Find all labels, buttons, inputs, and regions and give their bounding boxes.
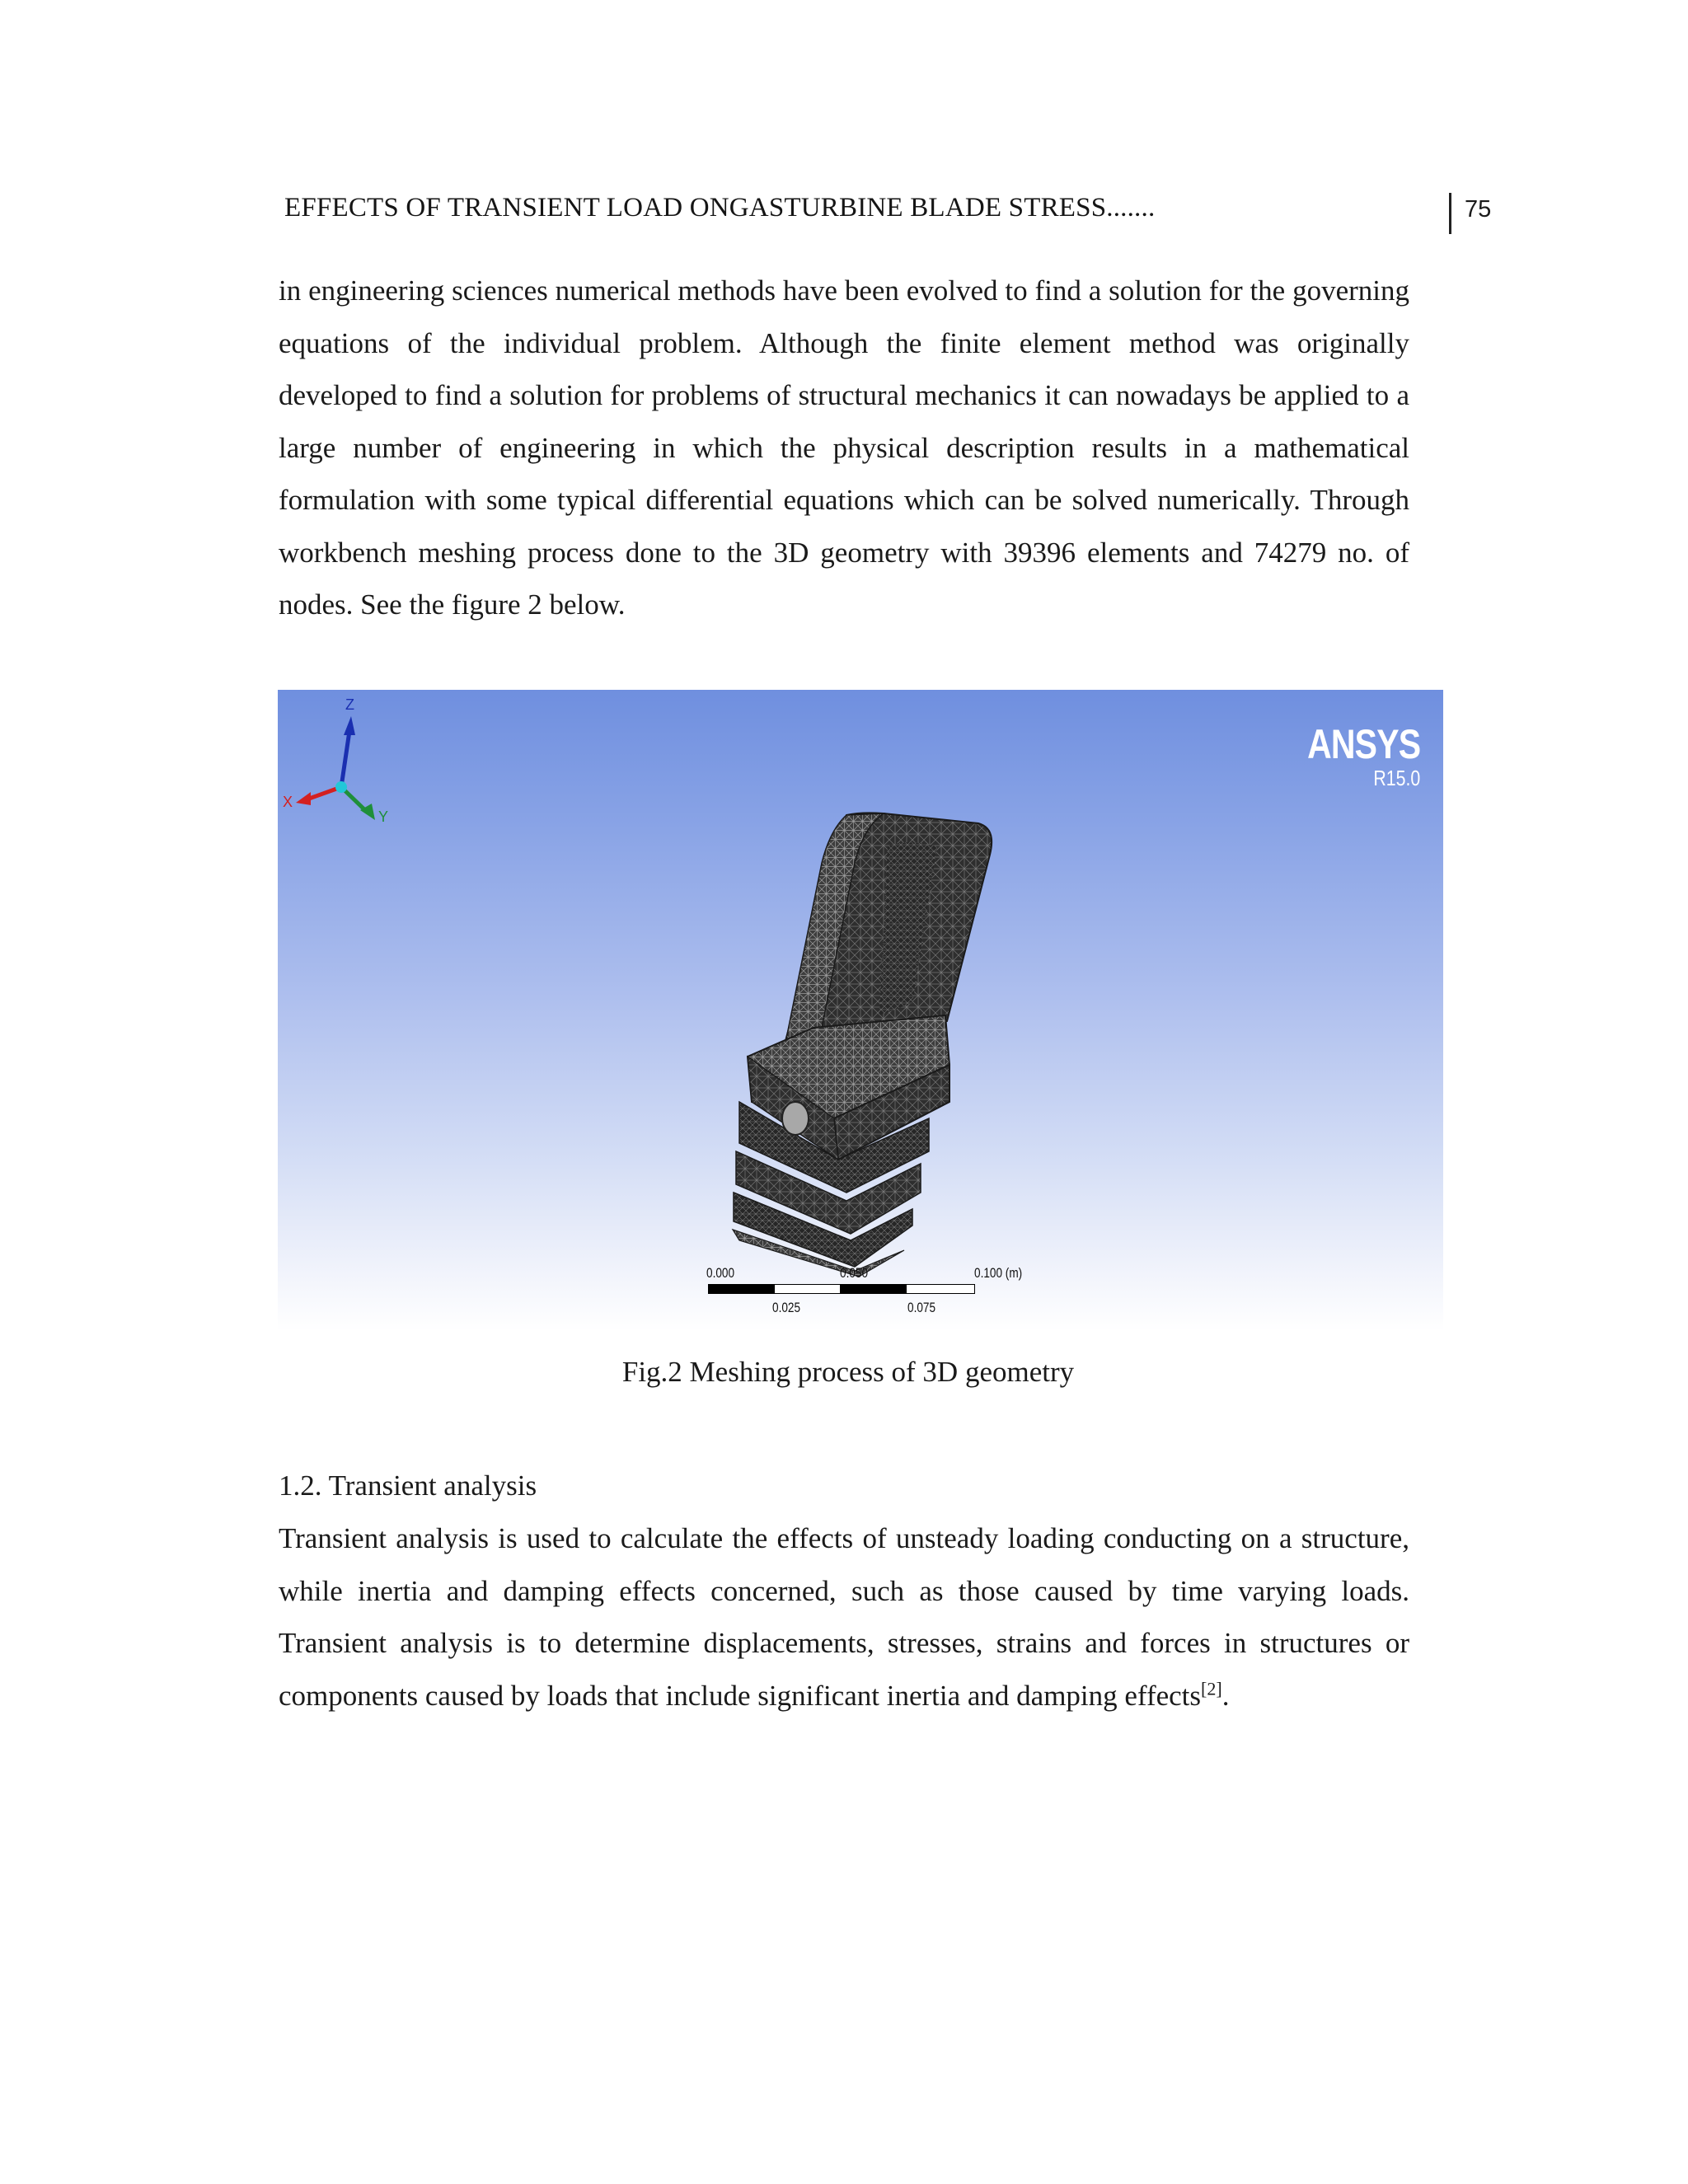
axis-triad: [278, 690, 401, 822]
paragraph-text: in engineering sciences numerical methods have been evolved to find a solution for the governing equations of the individual problem. Although the finite element method was originally developed to find a solution for problems of structural mechanics it can nowadays be applied to a large number of engineering in which the physical description results in a mathematical formulation with some typical differential equations which can be solved numerically. Through workbench meshing process done to the 3D geometry with 39396 elements and 74279 no. of nodes. See the figure 2 below.: [279, 274, 1409, 621]
figure-caption: Fig.2 Meshing process of 3D geometry: [621, 1356, 1075, 1388]
figure-ansys-mesh: [278, 690, 1443, 1331]
scale-label-025: 0.025: [772, 1300, 801, 1315]
body-paragraph-2: [279, 1512, 1409, 1722]
body-paragraph-1: [279, 265, 1409, 631]
ansys-version: R15.0: [1373, 766, 1420, 790]
turbine-blade-mesh: [733, 813, 992, 1277]
scale-label-100: 0.100 (m): [974, 1265, 1023, 1281]
mesh-illustration: [278, 690, 1443, 1331]
scale-segment: [708, 1284, 776, 1294]
paragraph-main-text: Transient analysis is used to calculate the effects of unsteady loading conducting on a structure, while inertia and damping effects concerned, such as those caused by time varying loads. Transient analysis is to determine displacements, stresses, strains and forces in structures or components caused by loads that include significant inertia and damping effects: [279, 1522, 1409, 1712]
ansys-brand: ANSYS: [1306, 721, 1420, 767]
y-axis-label: Y: [378, 808, 389, 822]
z-axis: [341, 731, 349, 787]
running-header: EFFECTS OF TRANSIENT LOAD ONGASTURBINE BLADE STRESS.......: [284, 193, 1156, 223]
z-axis-arrow: [344, 716, 355, 735]
z-axis-label: Z: [345, 696, 354, 713]
paragraph-text: [279, 1512, 1409, 1722]
scale-bar: [706, 1265, 1023, 1323]
x-axis-label: X: [283, 794, 293, 810]
page-number: 75: [1465, 196, 1492, 223]
x-axis-arrow: [296, 792, 311, 805]
scale-label-0: 0.000: [706, 1265, 735, 1281]
ansys-logo: [1282, 723, 1420, 790]
paragraph-end: .: [1221, 1679, 1230, 1712]
scale-label-050: 0.050: [840, 1265, 869, 1281]
scale-segment: [840, 1284, 907, 1294]
citation-ref: [2]: [1201, 1677, 1222, 1699]
section-heading: 1.2. Transient analysis: [279, 1469, 537, 1502]
scale-segment: [906, 1284, 975, 1294]
scale-label-075: 0.075: [907, 1300, 936, 1315]
scale-segment: [774, 1284, 842, 1294]
axis-origin: [335, 781, 347, 793]
header-divider: [1449, 193, 1451, 234]
